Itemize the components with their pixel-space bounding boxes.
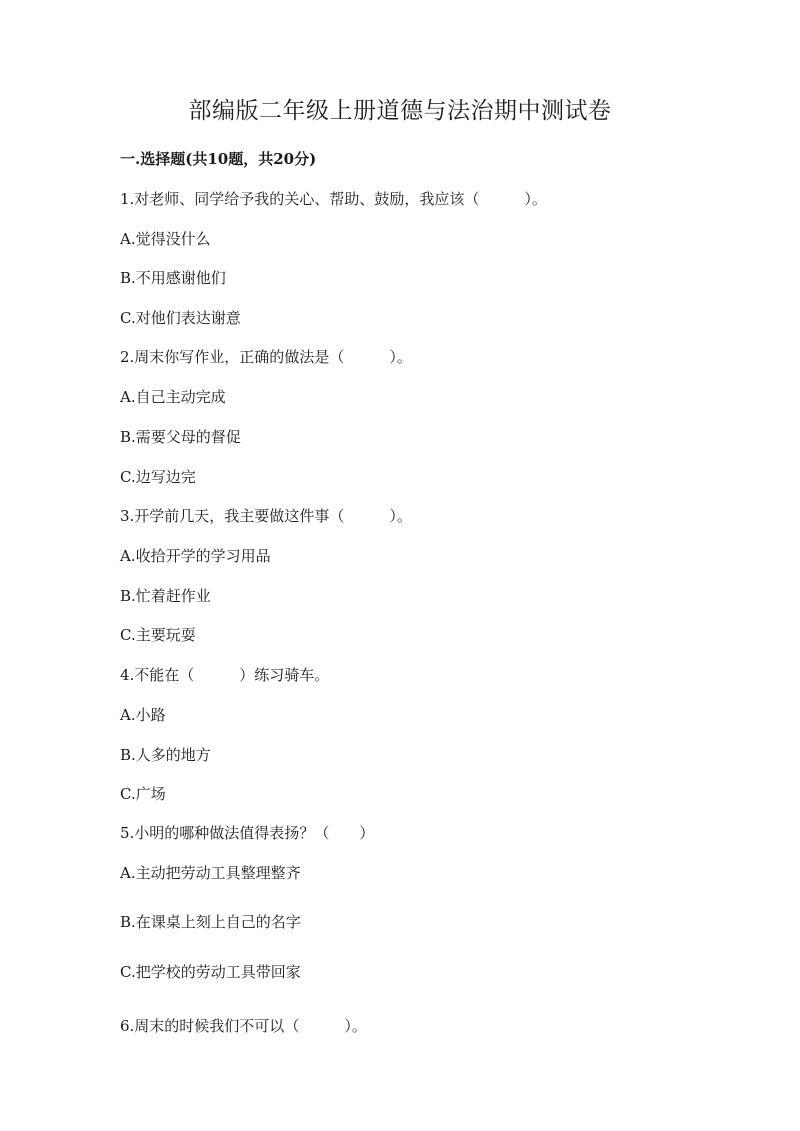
question-option: C.对他们表达谢意 xyxy=(120,309,241,327)
question-option: A.收拾开学的学习用品 xyxy=(120,547,271,565)
question-stem: 1.对老师、同学给予我的关心、帮助、鼓励，我应该（ ）。 xyxy=(120,190,547,208)
page-title: 部编版二年级上册道德与法治期中测试卷 xyxy=(188,98,612,124)
question-option: B.在课桌上刻上自己的名字 xyxy=(120,913,301,931)
question-option: A.小路 xyxy=(120,706,166,724)
question-stem: 6.周末的时候我们不可以（ ）。 xyxy=(120,1017,367,1035)
question-option: C.边写边完 xyxy=(120,468,196,486)
question-option: B.不用感谢他们 xyxy=(120,269,226,287)
question-option: B.忙着赶作业 xyxy=(120,587,211,605)
question-option: C.广场 xyxy=(120,785,166,803)
question-option: B.需要父母的督促 xyxy=(120,428,241,446)
question-option: A.自己主动完成 xyxy=(120,388,226,406)
section-heading: 一.选择题(共10题，共20分) xyxy=(120,150,317,168)
question-stem: 3.开学前几天，我主要做这件事（ ）。 xyxy=(120,507,412,525)
question-option: C.把学校的劳动工具带回家 xyxy=(120,963,301,981)
question-stem: 2.周末你写作业，正确的做法是（ ）。 xyxy=(120,348,412,366)
question-option: C.主要玩耍 xyxy=(120,626,196,644)
question-option: A.觉得没什么 xyxy=(120,230,211,248)
question-stem: 4.不能在（ ）练习骑车。 xyxy=(120,666,330,684)
question-stem: 5.小明的哪种做法值得表扬？（ ） xyxy=(120,824,375,842)
question-option: A.主动把劳动工具整理整齐 xyxy=(120,864,301,882)
question-option: B.人多的地方 xyxy=(120,746,211,764)
